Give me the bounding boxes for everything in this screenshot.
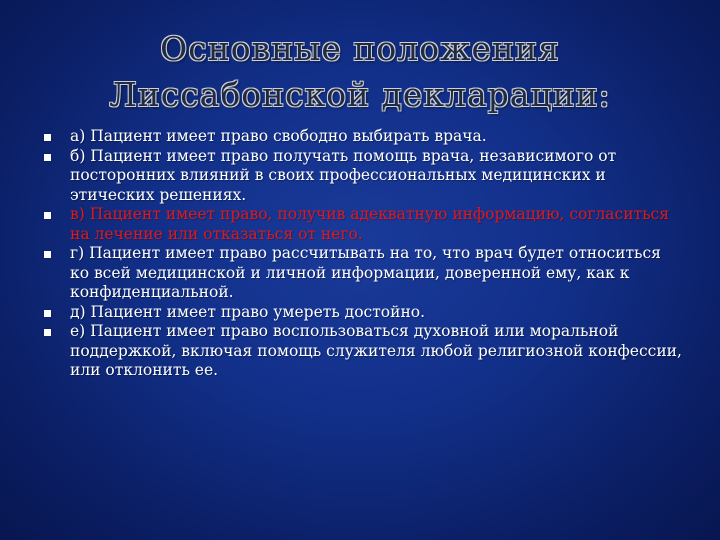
bullet-text: г) Пациент имеет право рассчитывать на то, что врач будет относиться ко всей медицинской и личной информации, доверенной ему, как к конфиденциальной.: [70, 244, 661, 301]
bullet-list: [44, 127, 684, 381]
bullet-item-c: [44, 205, 684, 244]
square-bullet-icon: [44, 212, 51, 219]
bullet-text: д) Пациент имеет право умереть достойно.: [70, 302, 426, 321]
square-bullet-icon: [44, 134, 51, 141]
bullet-item-b: [44, 147, 684, 206]
square-bullet-icon: [44, 154, 51, 161]
title-line-2: Лиссабонской декларации:: [109, 75, 611, 114]
bullet-item-e: [44, 303, 684, 323]
bullet-text: в) Пациент имеет право, получив адекватную информацию, согласиться на лечение или отказаться от него.: [70, 205, 670, 243]
bullet-text: а) Пациент имеет право свободно выбирать врача.: [70, 127, 487, 145]
square-bullet-icon: [44, 329, 51, 336]
square-bullet-icon: [44, 310, 51, 317]
bullet-item-d: [44, 244, 684, 303]
bullet-text: е) Пациент имеет право воспользоваться духовной или моральной поддержкой, включая помощь служителя любой религиозной конфессии, или отклонить ее.: [70, 322, 682, 379]
bullet-text: б) Пациент имеет право получать помощь врача, независимого от посторонних влияний в своих профессиональных медицинских и этических решениях.: [70, 146, 617, 204]
bullet-item-a: [44, 127, 684, 147]
slide-title: [80, 26, 640, 118]
title-line-1: Основные положения: [160, 29, 560, 68]
bullet-item-f: [44, 322, 684, 381]
square-bullet-icon: [44, 251, 51, 258]
